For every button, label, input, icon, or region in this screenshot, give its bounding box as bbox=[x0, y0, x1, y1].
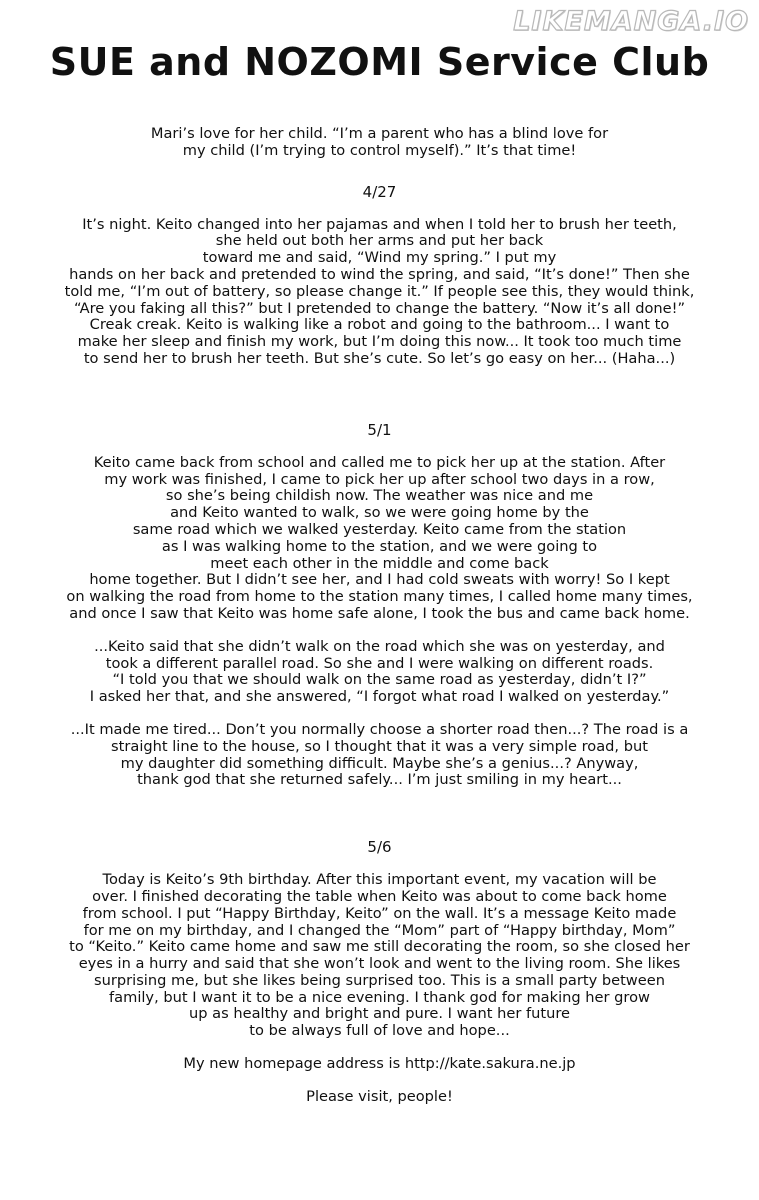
text-line: my child (I’m trying to control myself).” It’s that time! bbox=[182, 141, 577, 159]
text-line: told me, “I’m out of battery, so please change it.” If people see this, they would think, bbox=[64, 282, 695, 300]
text-line: ...Keito said that she didn’t walk on the road which she was on yesterday, and bbox=[94, 637, 665, 655]
text-line: home together. But I didn’t see her, and I had cold sweats with worry! So I kept bbox=[89, 571, 670, 589]
text-line: make her sleep and finish my work, but I’m doing this now... It took too much time bbox=[77, 333, 682, 351]
text-line: toward me and said, “Wind my spring.” I put my bbox=[202, 249, 557, 267]
text-line: so she’s being childish now. The weather was nice and me bbox=[165, 487, 594, 505]
text-line: Today is Keito’s 9th birthday. After this important event, my vacation will be bbox=[102, 871, 657, 889]
text-line: as I was walking home to the station, and we were going to bbox=[161, 537, 598, 555]
text-line: from school. I put “Happy Birthday, Keito” on the wall. It’s a message Keito made bbox=[82, 904, 677, 922]
text-line: ...It made me tired... Don’t you normally choose a shorter road then...? The road is a bbox=[70, 720, 689, 738]
text-line: she held out both her arms and put her back bbox=[215, 232, 544, 250]
diary-entry-4-27 bbox=[30, 184, 729, 368]
text-line: It’s night. Keito changed into her pajamas and when I told her to brush her teeth, bbox=[82, 215, 677, 233]
text-line: family, but I want it to be a nice evening. I thank god for making her grow bbox=[109, 988, 650, 1006]
text-line: Please visit, people! bbox=[306, 1087, 453, 1105]
text-line: same road which we walked yesterday. Keito came from the station bbox=[132, 520, 627, 538]
entry-paragraph bbox=[30, 722, 729, 789]
text-line: to send her to brush her teeth. But she’s cute. So let’s go easy on her... (Haha...) bbox=[83, 349, 676, 367]
text-line: for me on my birthday, and I changed the “Mom” part of “Happy birthday, Mom” bbox=[83, 921, 676, 939]
text-line: Mari’s love for her child. “I’m a parent who has a blind love for bbox=[150, 125, 609, 142]
column-text bbox=[30, 126, 729, 1106]
text-line: Keito came back from school and called me to pick her up at the station. After bbox=[93, 453, 666, 471]
text-line: straight line to the house, so I thought that it was a very simple road, but bbox=[111, 737, 648, 755]
diary-entry-5-6 bbox=[30, 839, 729, 1106]
text-line: to be always full of love and hope... bbox=[249, 1022, 510, 1040]
text-line: surprising me, but she likes being surprised too. This is a small party between bbox=[94, 971, 665, 989]
entry-paragraph bbox=[30, 455, 729, 623]
diary-entry-5-1 bbox=[30, 422, 729, 789]
text-line: on walking the road from home to the station many times, I called home many times, bbox=[66, 588, 693, 606]
text-line: to “Keito.” Keito came home and saw me still decorating the room, so she closed her bbox=[69, 938, 690, 956]
entry-date: 5/1 bbox=[367, 420, 392, 439]
text-line: meet each other in the middle and come back bbox=[210, 554, 549, 572]
page-title: SUE and NOZOMI Service Club bbox=[49, 40, 710, 84]
homepage-notice bbox=[30, 1056, 729, 1073]
text-line: my work was finished, I came to pick her up after school two days in a row, bbox=[104, 470, 655, 488]
site-watermark: LIKEMANGA.IO bbox=[513, 6, 749, 37]
text-line: thank god that she returned safely... I’m just smiling in my heart... bbox=[137, 771, 622, 789]
text-line: hands on her back and pretended to wind the spring, and said, “It’s done!” Then she bbox=[69, 265, 690, 283]
closing-line bbox=[30, 1089, 729, 1106]
entry-paragraph bbox=[30, 639, 729, 706]
text-line: “I told you that we should walk on the same road as yesterday, didn’t I?” bbox=[112, 671, 647, 689]
text-line: up as healthy and bright and pure. I want her future bbox=[189, 1005, 570, 1023]
entry-date: 4/27 bbox=[362, 182, 397, 201]
text-line: and once I saw that Keito was home safe alone, I took the bus and came back home. bbox=[69, 604, 690, 622]
entry-date: 5/6 bbox=[367, 838, 392, 857]
entry-paragraph bbox=[30, 217, 729, 368]
text-line: over. I finished decorating the table when Keito was about to come back home bbox=[92, 887, 667, 905]
entry-paragraph bbox=[30, 872, 729, 1040]
text-line: my daughter did something difficult. Maybe she’s a genius...? Anyway, bbox=[120, 754, 639, 772]
text-line: “Are you faking all this?” but I pretended to change the battery. “Now it’s all done!” bbox=[73, 299, 686, 317]
text-line: My new homepage address is http://kate.sakura.ne.jp bbox=[183, 1055, 576, 1073]
intro-paragraph bbox=[30, 126, 729, 160]
text-line: Creak creak. Keito is walking like a robot and going to the bathroom... I want to bbox=[89, 316, 670, 334]
text-line: took a different parallel road. So she and I were walking on different roads. bbox=[105, 654, 654, 672]
text-line: I asked her that, and she answered, “I forgot what road I walked on yesterday.” bbox=[89, 688, 670, 706]
text-line: and Keito wanted to walk, so we were going home by the bbox=[170, 504, 589, 522]
text-line: eyes in a hurry and said that she won’t look and went to the living room. She likes bbox=[78, 955, 681, 973]
